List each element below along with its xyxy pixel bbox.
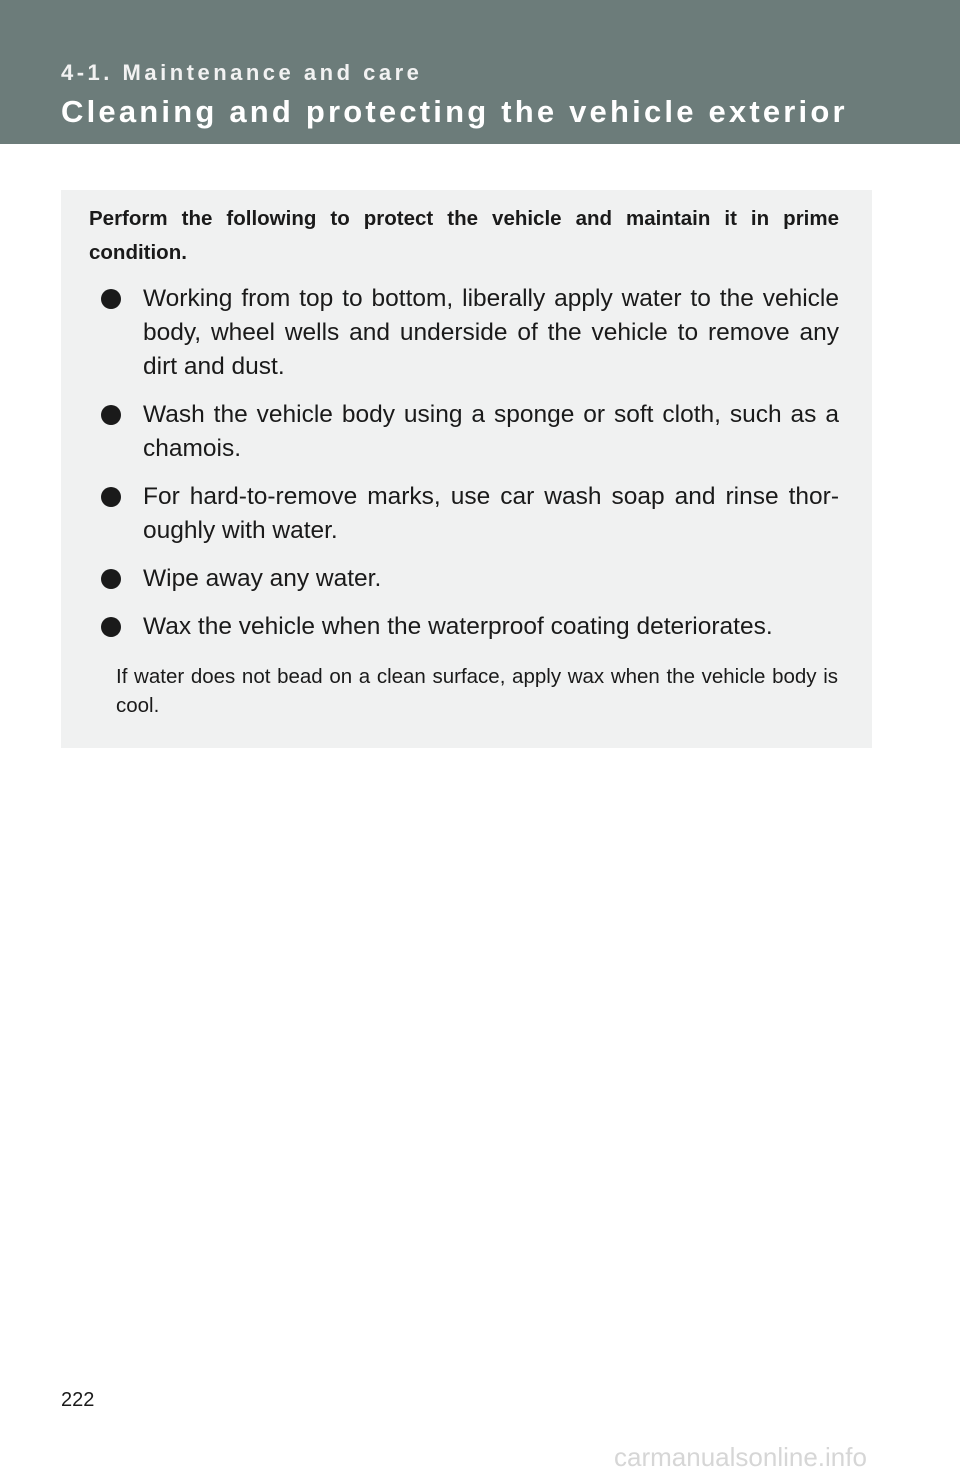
bullet-icon bbox=[101, 617, 121, 637]
list-item bbox=[99, 610, 839, 644]
watermark: carmanualsonline.info bbox=[614, 1442, 867, 1472]
bullet-icon bbox=[101, 569, 121, 589]
list-item-text: For hard-to-remove marks, use car wash soap and rinse thor-oughly with water. bbox=[143, 483, 839, 544]
instruction-list bbox=[99, 282, 839, 658]
page-number: 222 bbox=[61, 1389, 95, 1411]
list-item bbox=[99, 562, 839, 596]
list-item-text: Wash the vehicle body using a sponge or soft cloth, such as a chamois. bbox=[143, 401, 839, 462]
list-item-text: Wax the vehicle when the waterproof coating deteriorates. bbox=[143, 613, 773, 640]
list-item bbox=[99, 480, 839, 548]
intro-text: Perform the following to protect the vehicle and maintain it in prime condition. bbox=[89, 207, 839, 264]
list-item-text: Wipe away any water. bbox=[143, 565, 382, 592]
list-item bbox=[99, 398, 839, 466]
info-panel bbox=[61, 190, 872, 748]
bullet-icon bbox=[101, 487, 121, 507]
section-label: 4-1. Maintenance and care bbox=[61, 60, 423, 85]
page-title: Cleaning and protecting the vehicle exterior bbox=[61, 94, 848, 129]
bullet-icon bbox=[101, 289, 121, 309]
list-item-text: Working from top to bottom, liberally apply water to the vehicle body, wheel wells and underside of the vehicle to remove any dirt and dust. bbox=[143, 285, 839, 380]
note-text: If water does not bead on a clean surface, apply wax when the vehicle body is cool. bbox=[116, 665, 838, 717]
page-header bbox=[0, 0, 960, 144]
list-item bbox=[99, 282, 839, 384]
bullet-icon bbox=[101, 405, 121, 425]
